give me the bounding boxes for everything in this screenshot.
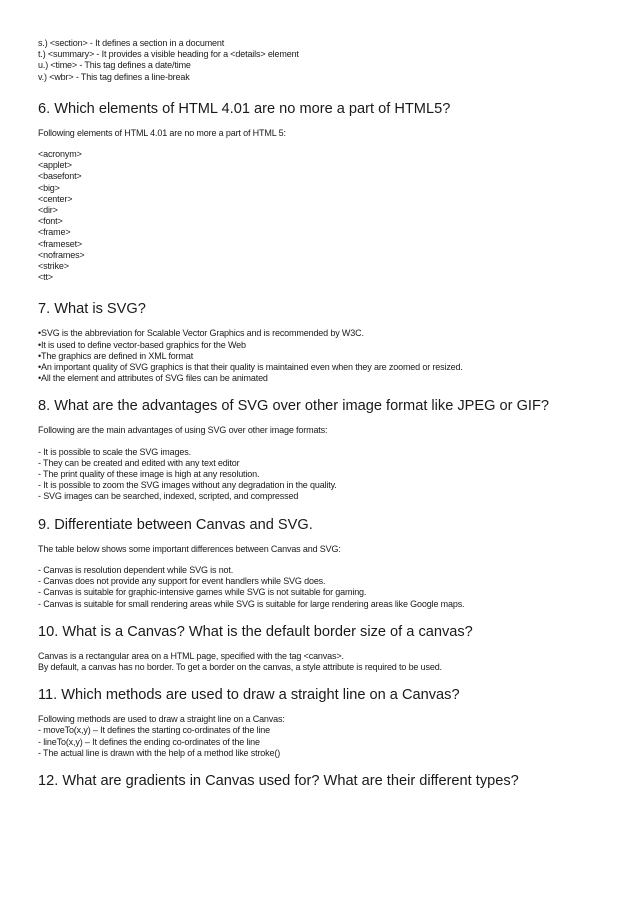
tag-list-continued	[38, 38, 608, 83]
question-9-heading: 9. Differentiate between Canvas and SVG.	[38, 516, 313, 533]
list-item: - It is possible to scale the SVG images.	[38, 446, 191, 457]
list-item: <big>	[38, 182, 60, 193]
list-item: - They can be created and edited with any text editor	[38, 457, 240, 468]
list-item: <frameset>	[38, 238, 83, 249]
list-item: - Canvas is resolution dependent while SVG is not.	[38, 564, 234, 575]
paragraph-line: Following methods are used to draw a straight line on a Canvas:	[38, 714, 285, 725]
list-item: u.) <time> - This tag defines a date/time	[38, 60, 191, 71]
list-item: - The print quality of these image is high at any resolution.	[38, 469, 260, 480]
list-item: <dir>	[38, 205, 58, 216]
question-8-intro: Following are the main advantages of using SVG over other image formats:	[38, 425, 328, 436]
list-item: t.) <summary> - It provides a visible heading for a <details> element	[38, 49, 299, 60]
question-11-heading: 11. Which methods are used to draw a straight line on a Canvas?	[38, 687, 460, 704]
question-6-list	[38, 149, 608, 283]
question-7-heading: 7. What is SVG?	[38, 301, 146, 318]
question-7-list	[38, 328, 608, 384]
question-6-intro: Following elements of HTML 4.01 are no more a part of HTML 5:	[38, 127, 286, 138]
question-9-list	[38, 565, 608, 610]
question-8-heading: 8. What are the advantages of SVG over other image format like JPEG or GIF?	[38, 398, 550, 415]
question-9-intro: The table below shows some important differences between Canvas and SVG:	[38, 543, 341, 554]
list-item: - SVG images can be searched, indexed, scripted, and compressed	[38, 491, 299, 502]
list-item: <font>	[38, 216, 63, 227]
list-item: v.) <wbr> - This tag defines a line-break	[38, 71, 190, 82]
list-item: <frame>	[38, 227, 71, 238]
list-item: <acronym>	[38, 149, 82, 160]
list-item: •All the element and attributes of SVG files can be animated	[38, 373, 268, 384]
question-8-list	[38, 447, 608, 503]
list-item: <strike>	[38, 261, 69, 272]
paragraph-line: By default, a canvas has no border. To get a border on the canvas, a style attribute is required to be used.	[38, 661, 442, 672]
question-11-body	[38, 714, 608, 759]
list-item: <tt>	[38, 272, 53, 283]
list-item: - Canvas is suitable for graphic-intensive games while SVG is not suitable for gaming.	[38, 587, 367, 598]
question-10-body	[38, 651, 608, 673]
list-item: •SVG is the abbreviation for Scalable Vector Graphics and is recommended by W3C.	[38, 328, 364, 339]
list-item: <basefont>	[38, 171, 82, 182]
list-item: <center>	[38, 193, 73, 204]
list-item: •The graphics are defined in XML format	[38, 350, 194, 361]
list-item: <applet>	[38, 160, 72, 171]
paragraph-line: Canvas is a rectangular area on a HTML page, specified with the tag <canvas>.	[38, 650, 344, 661]
list-item: <noframes>	[38, 249, 85, 260]
list-item: - Canvas is suitable for small rendering areas while SVG is suitable for large rendering areas like Google maps.	[38, 598, 465, 609]
list-item: •It is used to define vector-based graphics for the Web	[38, 339, 246, 350]
document-page	[38, 38, 608, 790]
list-item: s.) <section> - It defines a section in a document	[38, 38, 225, 48]
question-10-heading: 10. What is a Canvas? What is the default border size of a canvas?	[38, 623, 473, 640]
list-item: - The actual line is drawn with the help of a method like stroke()	[38, 747, 281, 758]
question-12-heading: 12. What are gradients in Canvas used for? What are their different types?	[38, 772, 519, 789]
list-item: •An important quality of SVG graphics is that their quality is maintained even when they are zoomed or resized.	[38, 362, 463, 373]
list-item: - moveTo(x,y) – It defines the starting co-ordinates of the line	[38, 725, 271, 736]
list-item: - lineTo(x,y) – It defines the ending co-ordinates of the line	[38, 736, 260, 747]
question-6-heading: 6. Which elements of HTML 4.01 are no more a part of HTML5?	[38, 100, 451, 117]
list-item: - Canvas does not provide any support for event handlers while SVG does.	[38, 576, 326, 587]
list-item: - It is possible to zoom the SVG images without any degradation in the quality.	[38, 480, 337, 491]
